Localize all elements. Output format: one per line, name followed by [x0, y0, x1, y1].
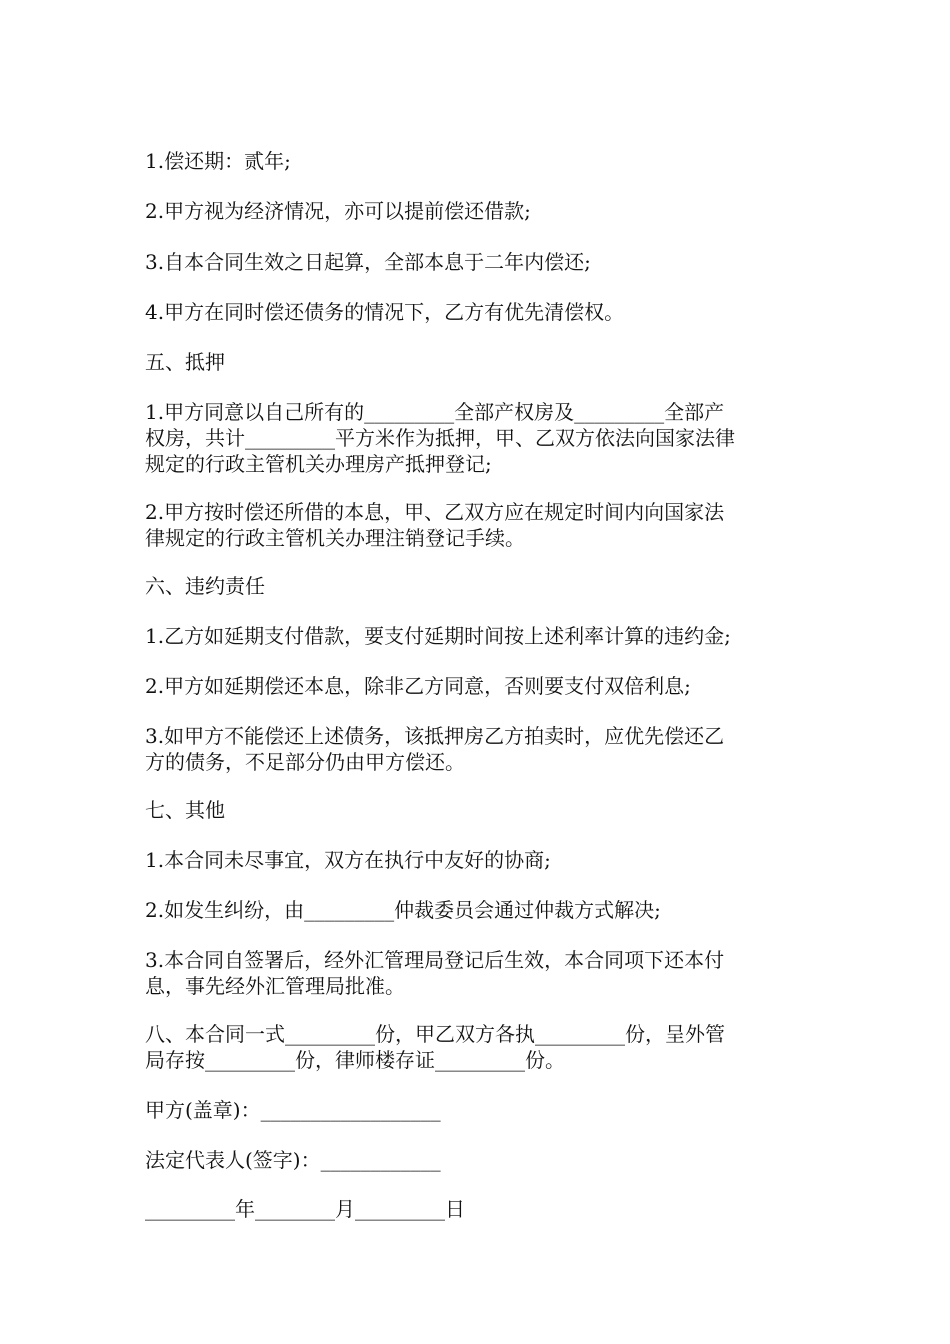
text-line: 3.本合同自签署后，经外汇管理局登记后生效，本合同项下还本付: [145, 948, 725, 972]
other-item-1: [145, 847, 810, 873]
text-line: 2.甲方按时偿还所借的本息，甲、乙双方应在规定时间内向国家法: [145, 500, 725, 524]
text-line: 1.乙方如延期支付借款，要支付延期时间按上述利率计算的违约金;: [145, 624, 731, 648]
section-title: 六、违约责任: [145, 574, 265, 598]
text-line: 2.甲方视为经济情况，亦可以提前偿还借款;: [145, 199, 531, 223]
text-line: 局存按_________份，律师楼存证_________份。: [145, 1048, 565, 1072]
liability-item-3: [145, 723, 810, 775]
signature-field: 法定代表人(签字)：____________: [145, 1148, 441, 1172]
section-copies: [145, 1021, 810, 1073]
section-heading-liability: [145, 573, 810, 599]
text-line: 八、本合同一式_________份，甲乙双方各执_________份，呈外管: [145, 1022, 725, 1046]
clause-4-item-2: [145, 198, 810, 224]
section-title: 五、抵押: [145, 350, 225, 374]
clause-4-item-1: [145, 148, 810, 174]
text-line: 1.甲方同意以自己所有的_________全部产权房及_________全部产: [145, 400, 725, 424]
text-line: 3.如甲方不能偿还上述债务，该抵押房乙方拍卖时，应优先偿还乙: [145, 724, 725, 748]
liability-item-1: [145, 623, 810, 649]
text-line: 2.如发生纠纷，由_________仲裁委员会通过仲裁方式解决;: [145, 898, 661, 922]
party-a-seal-line: [145, 1097, 810, 1123]
section-title: 七、其他: [145, 798, 225, 822]
text-line: 2.甲方如延期偿还本息，除非乙方同意，否则要支付双倍利息;: [145, 674, 691, 698]
legal-representative-line: [145, 1147, 810, 1173]
other-item-3: [145, 947, 810, 999]
text-line: 3.自本合同生效之日起算，全部本息于二年内偿还;: [145, 250, 591, 274]
text-line: 1.本合同未尽事宜，双方在执行中友好的协商;: [145, 848, 551, 872]
mortgage-item-1: [145, 399, 810, 477]
section-heading-mortgage: [145, 349, 810, 375]
clause-4-item-4: [145, 299, 810, 325]
text-line: 息，事先经外汇管理局批准。: [145, 974, 405, 998]
date-field: _________年________月_________日: [145, 1197, 465, 1221]
text-line: 律规定的行政主管机关办理注销登记手续。: [145, 526, 525, 550]
signature-field: 甲方(盖章)：__________________: [145, 1098, 441, 1122]
section-heading-other: [145, 797, 810, 823]
date-line: [145, 1196, 810, 1222]
text-line: 1.偿还期：贰年;: [145, 149, 291, 173]
text-line: 规定的行政主管机关办理房产抵押登记;: [145, 452, 492, 476]
text-line: 4.甲方在同时偿还债务的情况下，乙方有优先清偿权。: [145, 300, 625, 324]
other-item-2: [145, 897, 810, 923]
text-line: 方的债务，不足部分仍由甲方偿还。: [145, 750, 465, 774]
text-line: 权房，共计_________平方米作为抵押，甲、乙双方依法向国家法律: [145, 426, 735, 450]
liability-item-2: [145, 673, 810, 699]
clause-4-item-3: [145, 249, 810, 275]
mortgage-item-2: [145, 499, 810, 551]
